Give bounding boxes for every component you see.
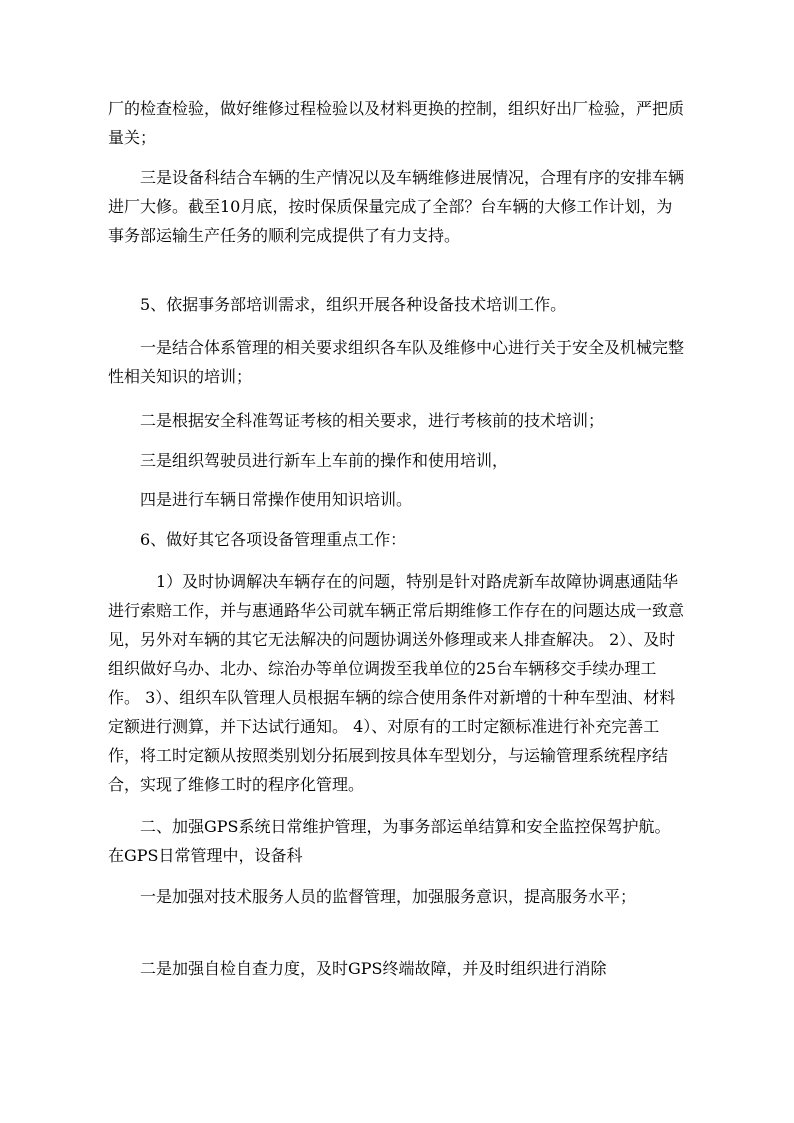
paragraph-gps-one: 一是加强对技术服务人员的监督管理，加强服务意识，提高服务水平； <box>140 887 637 906</box>
paragraph-overhaul-schedule: 三是设备科结合车辆的生产情况以及车辆维修进展情况，合理有序的安排车辆进厂大修。截至10月底，按时保质保量完成了全部？台车辆的大修工作计划，为事务部运输生产任务的顺利完成提供了有力支持。 <box>108 168 685 245</box>
paragraph-training-two: 二是根据安全科准驾证考核的相关要求，进行考核前的技术培训； <box>140 411 605 430</box>
paragraph-training-four: 四是进行车辆日常操作使用知识培训。 <box>140 490 413 509</box>
paragraph-gps-two: 二是加强自检自查力度，及时GPS终端故障，并及时组织进行消除 <box>140 959 607 978</box>
paragraph-gps-heading: 二、加强GPS系统日常维护管理，为事务部运单结算和安全监控保驾护航。 在GPS日常管理中，设备科 <box>108 817 671 865</box>
paragraph-training-one: 一是结合体系管理的相关要求组织各车队及维修中心进行关于安全及机械完整性相关知识的培训； <box>108 338 685 386</box>
paragraph-quality-check: 厂的检查检验，做好维修过程检验以及材料更换的控制，组织好出厂检验，严把质量关； <box>108 99 685 147</box>
paragraph-other-work-heading: 6、做好其它各项设备管理重点工作： <box>140 530 407 549</box>
paragraph-training-heading: 5、依据事务部培训需求，组织开展各种设备技术培训工作。 <box>140 295 567 314</box>
paragraph-other-work-details: 1）及时协调解决车辆存在的问题，特别是针对路虎新车故障协调惠通陆华进行索赔工作，并与惠通路华公司就车辆正常后期维修工作存在的问题达成一致意见，另外对车辆的其它无法解决的问题协调送外修理或来人排查解决。 2）、及时组织做好乌办、北办、综治办等单位调拨至我单位的25台车辆移交手续办理工作。 3）、组织车队管理人员根据车辆的综合使用条件对新增的十种车型油、材料定额进行测算，并下达试行通知。 4）、对原有的工时定额标准进行补充完善工作，将工时定额从按照类别划分拓展到按具体车型划分，与运输管理系统程序结合，实现了维修工时的程序化管理。 <box>108 572 685 794</box>
paragraph-training-three: 三是组织驾驶员进行新车上车前的操作和使用培训， <box>140 451 509 470</box>
